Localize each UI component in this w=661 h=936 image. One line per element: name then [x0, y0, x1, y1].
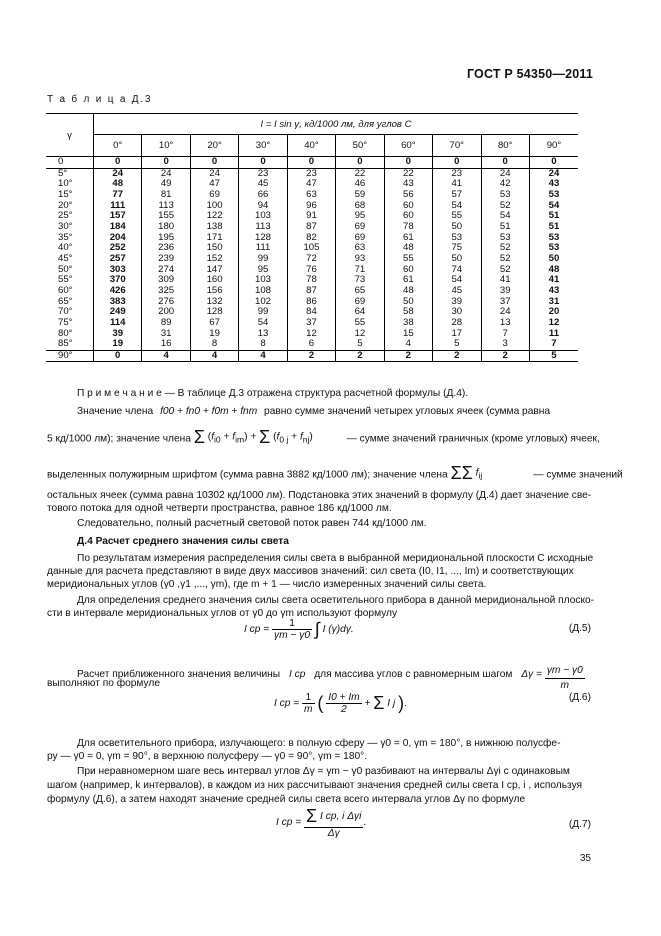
angle-header: 60° — [384, 135, 432, 157]
value-cell: 24 — [94, 168, 142, 179]
value-cell: 30 — [433, 307, 481, 318]
value-cell: 87 — [287, 286, 335, 297]
sum-expression-1: Σ $(f_{i0} + f_{im}) + \Sigma$ $(f_{0 j} + f_{nj})$ — [193, 427, 313, 447]
eq7-fraction: $\frac{\text{Σ I ср, i Δγi}}{\Delta\gamma}$ — [306, 806, 362, 839]
value-cell: 55 — [336, 318, 384, 329]
value-cell: 53 — [548, 231, 560, 243]
para7-line3: формулу (Д.6), а затем находят значение средней силы света всего интервала углов Δγ по формуле — [47, 794, 526, 805]
eq7-label: (Д.7) — [568, 819, 591, 830]
value-cell: 56 — [384, 190, 432, 201]
value-cell: 72 — [287, 254, 335, 265]
value-cell: 7 — [529, 339, 578, 350]
value-cell: 24 — [481, 168, 529, 179]
value-cell: 69 — [190, 190, 238, 201]
value-cell: 2 — [384, 350, 432, 362]
value-cell: 84 — [287, 307, 335, 318]
value-cell: 89 — [142, 318, 190, 329]
value-cell: 0 — [94, 350, 142, 362]
value-cell: 71 — [336, 265, 384, 276]
value-cell: 236 — [142, 243, 190, 254]
value-cell: 3 — [481, 339, 529, 350]
value-cell: 4 — [142, 350, 190, 362]
light-intensity-table — [46, 113, 578, 362]
value-cell: 103 — [239, 275, 287, 286]
value-cell: 11 — [548, 327, 560, 339]
table-row — [46, 286, 578, 297]
value-cell: 69 — [336, 297, 384, 308]
value-cell: 69 — [336, 222, 384, 233]
value-cell: 50 — [433, 222, 481, 233]
value-cell: 138 — [190, 222, 238, 233]
gamma-cell: 90° — [46, 350, 94, 362]
angle-header: 80° — [481, 135, 529, 157]
value-cell: 0 — [384, 157, 432, 169]
eq6-fraction: $\frac{1}{m}$ — [304, 692, 313, 715]
angle-header: 50° — [336, 135, 384, 157]
value-cell: 48 — [94, 179, 142, 190]
value-cell: 48 — [384, 286, 432, 297]
gamma-cell: 10° — [46, 179, 94, 190]
value-cell: 87 — [287, 222, 335, 233]
angle-header: 10° — [142, 135, 190, 157]
gamma-cell: 30° — [46, 222, 94, 233]
value-cell: 54 — [239, 318, 287, 329]
gamma-cell: 0 — [46, 157, 94, 169]
para3-line3: меридиональных углов (γ0 ,γ1 ,..., γm), где m + 1 — число измеренных значений силы света. — [47, 579, 487, 590]
value-cell: 5 — [336, 339, 384, 350]
value-cell: 43 — [548, 178, 560, 190]
value-cell: 95 — [336, 211, 384, 222]
value-cell: 54 — [548, 199, 560, 211]
value-cell: 49 — [142, 179, 190, 190]
angle-header: 40° — [287, 135, 335, 157]
eq-step-fraction: $\frac{\gamma m - \gamma 0}{m}$ — [546, 665, 583, 691]
value-cell: 69 — [336, 233, 384, 244]
gamma-cell: 45° — [46, 254, 94, 265]
table-row — [46, 339, 578, 350]
gamma-header: γ — [46, 114, 94, 157]
eq6-inner-fraction: $\frac{I0 + Im}{2}$ — [328, 692, 360, 715]
value-cell: 0 — [529, 157, 578, 169]
value-cell: 171 — [190, 233, 238, 244]
value-cell: 38 — [384, 318, 432, 329]
value-cell: 57 — [433, 190, 481, 201]
angle-header: 0° — [94, 135, 142, 157]
para1-line5: тового потока для одной четверти пространства, равное 186 кд/1000 лм. — [47, 503, 392, 514]
value-cell: 54 — [433, 275, 481, 286]
value-cell: 24 — [481, 307, 529, 318]
value-cell: 100 — [190, 201, 238, 212]
value-cell: 45 — [433, 286, 481, 297]
value-cell: 66 — [239, 190, 287, 201]
table-note: П р и м е ч а н и е — В таблице Д.3 отражена структура расчетной формулы (Д.4). — [77, 388, 469, 399]
value-cell: 53 — [548, 188, 560, 200]
value-cell: 111 — [94, 201, 142, 212]
angle-header: 30° — [239, 135, 287, 157]
para7-line1: При неравномерном шаге весь интервал углов Δγ = γm − γ0 разбивают на интервалы Δγi с одинаковым — [77, 766, 570, 777]
value-cell: 19 — [190, 329, 238, 340]
value-cell: 61 — [384, 233, 432, 244]
value-cell: 2 — [287, 350, 335, 362]
gamma-cell: 70° — [46, 307, 94, 318]
value-cell: 105 — [287, 243, 335, 254]
value-cell: 0 — [336, 157, 384, 169]
value-cell: 122 — [190, 211, 238, 222]
value-cell: 28 — [433, 318, 481, 329]
value-cell: 147 — [190, 265, 238, 276]
value-cell: 50 — [433, 254, 481, 265]
value-cell: 239 — [142, 254, 190, 265]
value-cell: 77 — [94, 190, 142, 201]
value-cell: 155 — [142, 211, 190, 222]
value-cell: 157 — [94, 211, 142, 222]
value-cell: 22 — [384, 168, 432, 179]
table-row — [46, 222, 578, 233]
table-row — [46, 157, 578, 169]
para3-line1: По результатам измерения распределения силы света в выбранной меридиональной плоскости C исходные — [77, 553, 594, 564]
value-cell: 54 — [433, 201, 481, 212]
value-cell: 93 — [336, 254, 384, 265]
para5-line2: выполняют по формуле — [47, 678, 161, 689]
eq5-fraction: $\frac{1}{\gamma m - \gamma 0}$ — [274, 618, 310, 641]
value-cell: 43 — [548, 284, 560, 296]
angle-header: 90° — [529, 135, 578, 157]
value-cell: 2 — [336, 350, 384, 362]
value-cell: 383 — [94, 297, 142, 308]
value-cell: 2 — [481, 350, 529, 362]
value-cell: 41 — [433, 179, 481, 190]
value-cell: 78 — [287, 275, 335, 286]
value-cell: 4 — [190, 350, 238, 362]
eq6-label: (Д.6) — [568, 692, 591, 703]
value-cell: 23 — [239, 168, 287, 179]
document-header: ГОСТ Р 54350—2011 — [466, 67, 593, 81]
value-cell: 0 — [239, 157, 287, 169]
value-cell: 60 — [384, 201, 432, 212]
value-cell: 180 — [142, 222, 190, 233]
span-header: I = I sin γ, кд/1000 лм, для углов C — [94, 114, 579, 135]
value-cell: 55 — [433, 211, 481, 222]
table-row — [46, 254, 578, 265]
value-cell: 50 — [384, 297, 432, 308]
value-cell: 0 — [142, 157, 190, 169]
gamma-cell: 75° — [46, 318, 94, 329]
value-cell: 99 — [239, 307, 287, 318]
value-cell: 64 — [336, 307, 384, 318]
value-cell: 103 — [239, 211, 287, 222]
value-cell: 0 — [287, 157, 335, 169]
value-cell: 6 — [287, 339, 335, 350]
value-cell: 23 — [287, 168, 335, 179]
value-cell: 63 — [287, 190, 335, 201]
value-cell: 4 — [239, 350, 287, 362]
value-cell: 23 — [433, 168, 481, 179]
value-cell: 95 — [239, 265, 287, 276]
value-cell: 51 — [548, 220, 560, 232]
value-cell: 67 — [190, 318, 238, 329]
value-cell: 58 — [384, 307, 432, 318]
value-cell: 309 — [142, 275, 190, 286]
value-cell: 7 — [481, 329, 529, 340]
value-cell: 76 — [287, 265, 335, 276]
value-cell: 96 — [287, 201, 335, 212]
value-cell: 274 — [142, 265, 190, 276]
para5-line1: Расчет приближенного значения величины I ср для массива углов с равномерным шагом Δγ = $\frac{\gamma m - \gamma 0}{m}$ — [77, 665, 583, 691]
value-cell: 52 — [481, 201, 529, 212]
value-cell: 114 — [94, 318, 142, 329]
value-cell: 53 — [548, 242, 560, 254]
value-cell: 17 — [433, 329, 481, 340]
gamma-cell: 40° — [46, 243, 94, 254]
gamma-cell: 15° — [46, 190, 94, 201]
para6-line1: Для осветительного прибора, излучающего: в полную сферу — γ0 = 0, γm = 180°, в нижнюю полусфе- — [77, 738, 561, 749]
para7-line2: шагом (например, k интервалов), в каждом из них рассчитывают значения средней силы света I ср, i , используя — [47, 780, 583, 791]
value-cell: 54 — [481, 211, 529, 222]
value-cell: 2 — [433, 350, 481, 362]
value-cell: 39 — [481, 286, 529, 297]
value-cell: 249 — [94, 307, 142, 318]
value-cell: 37 — [287, 318, 335, 329]
value-cell: 45 — [239, 179, 287, 190]
para6-line2: ру — γ0 = 0, γm = 90°, в верхнюю полусферу — γ0 = 90°, γm = 180°. — [47, 751, 368, 762]
value-cell: 37 — [481, 297, 529, 308]
section-heading: Д.4 Расчет среднего значения силы света — [77, 536, 289, 547]
para1-line4: остальных ячеек (сумма равна 10302 кд/1000 лм). Подстановка этих значений в формулу (Д.4) дает значение све- — [47, 490, 592, 501]
value-cell: 65 — [336, 286, 384, 297]
para2: Следовательно, полный расчетный световой поток равен 744 кд/1000 лм. — [77, 518, 427, 529]
value-cell: 12 — [548, 316, 560, 328]
value-cell: 150 — [190, 243, 238, 254]
value-cell: 12 — [336, 329, 384, 340]
para4-line1: Для определения среднего значения силы света осветительного прибора в данной меридиональной плоско- — [77, 595, 595, 606]
value-cell: 303 — [94, 265, 142, 276]
value-cell: 0 — [433, 157, 481, 169]
value-cell: 4 — [384, 339, 432, 350]
value-cell: 252 — [94, 243, 142, 254]
table-caption: Т а б л и ц а Д.3 — [47, 94, 153, 105]
para4-line2: сти в интервале меридиональных углов от γ0 до γm используют формулу — [47, 608, 398, 619]
value-cell: 63 — [336, 243, 384, 254]
gamma-cell: 85° — [46, 339, 94, 350]
value-cell: 108 — [239, 286, 287, 297]
value-cell: 47 — [190, 179, 238, 190]
table-row — [46, 350, 578, 362]
value-cell: 53 — [433, 233, 481, 244]
eq5-label: (Д.5) — [568, 623, 591, 634]
value-cell: 41 — [481, 275, 529, 286]
value-cell: 370 — [94, 275, 142, 286]
value-cell: 91 — [287, 211, 335, 222]
value-cell: 52 — [481, 243, 529, 254]
value-cell: 24 — [548, 167, 560, 179]
page-number: 35 — [579, 853, 591, 864]
value-cell: 8 — [190, 339, 238, 350]
value-cell: 102 — [239, 297, 287, 308]
value-cell: 24 — [190, 168, 238, 179]
value-cell: 99 — [239, 254, 287, 265]
value-cell: 0 — [190, 157, 238, 169]
value-cell: 152 — [190, 254, 238, 265]
value-cell: 160 — [190, 275, 238, 286]
para3-line2: данные для расчета представляют в виде двух массивов значений: сил света (I0, I1, ..., Im) и соответствующих — [47, 566, 574, 577]
value-cell: 0 — [94, 157, 142, 169]
gamma-cell: 60° — [46, 286, 94, 297]
gamma-cell: 50° — [46, 265, 94, 276]
value-cell: 41 — [548, 274, 560, 286]
value-cell: 132 — [190, 297, 238, 308]
value-cell: 39 — [94, 329, 142, 340]
value-cell: 46 — [336, 179, 384, 190]
value-cell: 68 — [336, 201, 384, 212]
angle-header: 70° — [433, 135, 481, 157]
para1-line2: 5 кд/1000 лм); значение члена Σ $(f_{i0} + f_{im}) + \Sigma$ $(f_{0 j} + f_{nj})$ — сумме значений граничных (кроме угловых) ячеек, — [47, 427, 600, 447]
value-cell: 156 — [190, 286, 238, 297]
value-cell: 31 — [548, 295, 560, 307]
value-cell: 73 — [336, 275, 384, 286]
value-cell: 113 — [142, 201, 190, 212]
value-cell: 325 — [142, 286, 190, 297]
value-cell: 51 — [481, 222, 529, 233]
value-cell: 128 — [239, 233, 287, 244]
value-cell: 60 — [384, 265, 432, 276]
equation-d7: I ср = $\frac{\text{Σ I ср, i Δγi}}{\Delta\gamma}$ . — [276, 806, 367, 839]
value-cell: 60 — [384, 211, 432, 222]
value-cell: 48 — [548, 263, 560, 275]
gamma-cell: 55° — [46, 275, 94, 286]
value-cell: 59 — [336, 190, 384, 201]
value-cell: 31 — [142, 329, 190, 340]
value-cell: 184 — [94, 222, 142, 233]
value-cell: 204 — [94, 233, 142, 244]
value-cell: 78 — [384, 222, 432, 233]
gamma-cell: 5° — [46, 168, 94, 179]
value-cell: 74 — [433, 265, 481, 276]
value-cell: 81 — [142, 190, 190, 201]
value-cell: 53 — [481, 233, 529, 244]
sum-expression-2: ΣΣ $f_{ij}$ — [450, 463, 483, 483]
value-cell: 12 — [287, 329, 335, 340]
value-cell: 52 — [481, 254, 529, 265]
gamma-cell: 20° — [46, 201, 94, 212]
value-cell: 200 — [142, 307, 190, 318]
value-cell: 5 — [433, 339, 481, 350]
value-cell: 55 — [384, 254, 432, 265]
value-cell: 13 — [481, 318, 529, 329]
value-cell: 5 — [529, 350, 578, 362]
value-cell: 276 — [142, 297, 190, 308]
value-cell: 48 — [384, 243, 432, 254]
para1-line1: Значение члена f00 + fn0 + f0m + fnm равно сумме значений четырех угловых ячеек (сумма равна — [77, 406, 551, 417]
equation-d5: I ср = $\frac{1}{\gamma m - \gamma 0}$ ∫ I (γ)dγ. — [244, 618, 354, 641]
value-cell: 61 — [384, 275, 432, 286]
value-cell: 8 — [239, 339, 287, 350]
value-cell: 13 — [239, 329, 287, 340]
value-cell: 94 — [239, 201, 287, 212]
value-cell: 426 — [94, 286, 142, 297]
value-cell: 257 — [94, 254, 142, 265]
value-cell: 42 — [481, 179, 529, 190]
value-cell: 111 — [239, 243, 287, 254]
value-cell: 113 — [239, 222, 287, 233]
value-cell: 19 — [94, 339, 142, 350]
value-cell: 75 — [433, 243, 481, 254]
table-row — [46, 318, 578, 329]
angle-header: 20° — [190, 135, 238, 157]
value-cell: 53 — [481, 190, 529, 201]
gamma-cell: 25° — [46, 211, 94, 222]
value-cell: 82 — [287, 233, 335, 244]
value-cell: 39 — [433, 297, 481, 308]
gamma-cell: 80° — [46, 329, 94, 340]
value-cell: 15 — [384, 329, 432, 340]
value-cell: 16 — [142, 339, 190, 350]
gamma-cell: 65° — [46, 297, 94, 308]
value-cell: 128 — [190, 307, 238, 318]
value-cell: 0 — [481, 157, 529, 169]
value-cell: 43 — [384, 179, 432, 190]
para1-line3: выделенных полужирным шрифтом (сумма равна 3882 кд/1000 лм); значение члена ΣΣ $f_{ij}$ — сумме значений — [47, 463, 623, 483]
value-cell: 52 — [481, 265, 529, 276]
equation-d6: I ср = $\frac{1}{m}$ ( $\frac{I0 + Im}{2}$ + Σ I j ). — [274, 692, 407, 715]
value-cell: 86 — [287, 297, 335, 308]
value-cell: 22 — [336, 168, 384, 179]
value-cell: 50 — [548, 252, 560, 264]
value-cell: 195 — [142, 233, 190, 244]
gamma-cell: 35° — [46, 233, 94, 244]
value-cell: 47 — [287, 179, 335, 190]
value-cell: 24 — [142, 168, 190, 179]
value-cell: 51 — [548, 210, 560, 222]
value-cell: 20 — [548, 306, 560, 318]
